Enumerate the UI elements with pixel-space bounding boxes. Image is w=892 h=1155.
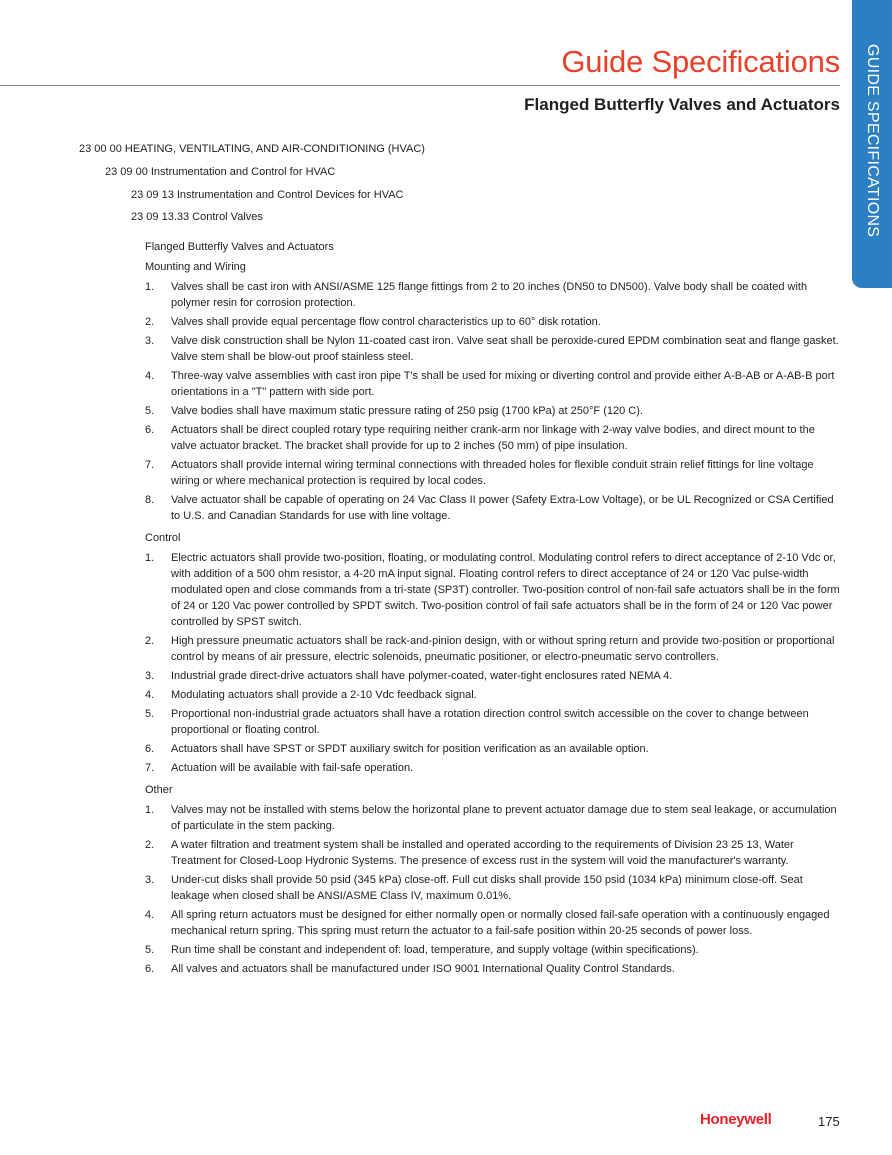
list-item <box>145 550 842 630</box>
list-item-text: Electric actuators shall provide two-position, floating, or modulating control. Modulating control refers to direct acceptance of 2-10 Vdc or, with addition of a 500 ohm resistor, a 4-20 mA input signal. Floating control refers to direct acceptance of 24 or 120 Vac pulse-width modulated open and close commands from a tri-state (SP3T) controller. Two-position control of non-fail safe actuators shall be in the form of 24 or 120 Vac power controlled by SPDT switch. Two-position control of fail safe actuators shall be in the form of 24 or 120 Vac power controlled by SPST switch. <box>171 552 840 628</box>
list-item <box>145 687 842 703</box>
list-item-text: Valve actuator shall be capable of operating on 24 Vac Class II power (Safety Extra-Low Voltage), or be UL Recognized or CSA Certified to U.S. and Canadian Standards for use with line voltage. <box>171 494 834 522</box>
list-item-number: 1. <box>145 804 155 816</box>
list-item-text: Proportional non-industrial grade actuators shall have a rotation direction control switch accessible on the cover to change between proportional or floating control. <box>171 708 809 736</box>
list-item-text: Actuators shall have SPST or SPDT auxiliary switch for position verification as an available option. <box>171 743 649 755</box>
side-tab <box>852 0 892 288</box>
list-item-number: 3. <box>145 874 155 886</box>
list-item <box>145 422 842 454</box>
list-item <box>145 403 842 419</box>
list-item-number: 5. <box>145 708 155 720</box>
list-item-text: Three-way valve assemblies with cast iron pipe T's shall be used for mixing or diverting control and provide either A-B-AB or A-AB-B port orientations in a "T" pattern with side port. <box>171 370 835 398</box>
list-item-text: Under-cut disks shall provide 50 psid (345 kPa) close-off. Full cut disks shall provide 150 psid (1034 kPa) minimum close-off. Seat leakage when closed shall be ANSI/ASME Class IV, maximum 0.01%. <box>171 874 803 902</box>
list-item-number: 1. <box>145 552 155 564</box>
hierarchy-level-2: 23 09 00 Instrumentation and Control for HVAC <box>105 166 336 178</box>
list-item-text: Valves shall provide equal percentage flow control characteristics up to 60° disk rotation. <box>171 316 601 328</box>
list-item <box>145 279 842 311</box>
list-item-number: 3. <box>145 335 155 347</box>
page-title: Guide Specifications <box>561 44 840 79</box>
list-item-text: All valves and actuators shall be manufactured under ISO 9001 International Quality Control Standards. <box>171 963 675 975</box>
list-item-text: Valve disk construction shall be Nylon 11-coated cast iron. Valve seat shall be peroxide-cured EPDM combination seat and flange gasket. Valve stem shall be blow-out proof stainless steel. <box>171 335 839 363</box>
product-heading: Flanged Butterfly Valves and Actuators <box>145 241 334 253</box>
list-item-text: High pressure pneumatic actuators shall be rack-and-pinion design, with or without spring return and provide two-position or proportional control by means of air pressure, electric solenoids, pneumatic positioner, or electro-pneumatic servo controllers. <box>171 635 835 663</box>
list-item-text: Run time shall be constant and independent of: load, temperature, and supply voltage (within specifications). <box>171 944 699 956</box>
list-item-number: 2. <box>145 635 155 647</box>
mounting-list <box>145 279 842 524</box>
page-number: 175 <box>818 1114 840 1129</box>
list-item-text: Actuators shall provide internal wiring terminal connections with threaded holes for flexible conduit strain relief fittings for line voltage wiring or where mechanical protection is required by local codes. <box>171 459 814 487</box>
list-item <box>145 314 842 330</box>
list-item-number: 4. <box>145 909 155 921</box>
list-item <box>145 802 842 834</box>
side-tab-label: GUIDE SPECIFICATIONS <box>864 44 881 238</box>
list-item <box>145 837 842 869</box>
list-item-text: Actuation will be available with fail-safe operation. <box>171 762 414 774</box>
list-item <box>145 368 842 400</box>
list-item-number: 7. <box>145 762 155 774</box>
list-item-text: All spring return actuators must be designed for either normally open or normally closed fail-safe operation with a continuously engaged mechanical return spring. This spring must return the actuator to a fail-safe position within 20-25 seconds of power loss. <box>171 909 830 937</box>
list-item-text: Modulating actuators shall provide a 2-10 Vdc feedback signal. <box>171 689 477 701</box>
spec-content <box>145 239 842 980</box>
list-item-number: 3. <box>145 670 155 682</box>
list-item-number: 6. <box>145 963 155 975</box>
hierarchy-level-1: 23 00 00 HEATING, VENTILATING, AND AIR-CONDITIONING (HVAC) <box>79 143 425 155</box>
page-subtitle: Flanged Butterfly Valves and Actuators <box>524 95 840 114</box>
list-item <box>145 633 842 665</box>
list-item-number: 7. <box>145 459 155 471</box>
hierarchy-level-3: 23 09 13 Instrumentation and Control Devices for HVAC <box>131 189 404 201</box>
list-item <box>145 942 842 958</box>
list-item-text: Actuators shall be direct coupled rotary type requiring neither crank-arm nor linkage with 2-way valve bodies, and direct mount to the valve actuator bracket. The bracket shall provide for up to 2 inches (50 mm) of pipe insulation. <box>171 424 815 452</box>
list-item <box>145 457 842 489</box>
list-item <box>145 333 842 365</box>
honeywell-logo: Honeywell <box>700 1111 772 1128</box>
mounting-heading: Mounting and Wiring <box>145 261 246 273</box>
control-heading: Control <box>145 532 181 544</box>
list-item <box>145 668 842 684</box>
list-item-text: Valves shall be cast iron with ANSI/ASME 125 flange fittings from 2 to 20 inches (DN50 to DN500). Valve body shall be coated with polymer resin for corrosion protection. <box>171 281 808 309</box>
list-item-number: 4. <box>145 689 155 701</box>
list-item-number: 5. <box>145 405 155 417</box>
other-list <box>145 802 842 977</box>
list-item-number: 2. <box>145 316 155 328</box>
list-item-text: Valve bodies shall have maximum static pressure rating of 250 psig (1700 kPa) at 250°F (120 C). <box>171 405 643 417</box>
list-item-number: 6. <box>145 424 155 436</box>
other-heading: Other <box>145 784 173 796</box>
list-item-number: 4. <box>145 370 155 382</box>
list-item-number: 6. <box>145 743 155 755</box>
list-item <box>145 872 842 904</box>
title-divider <box>0 85 840 86</box>
list-item-text: Valves may not be installed with stems below the horizontal plane to prevent actuator damage due to stem seal leakage, or accumulation of particulate in the stem packing. <box>171 804 837 832</box>
list-item-text: A water filtration and treatment system shall be installed and operated according to the requirements of Division 23 25 13, Water Treatment for Closed-Loop Hydronic Systems. The presence of excess rust in the system will void the manufacturer's warranty. <box>171 839 794 867</box>
hierarchy-level-4: 23 09 13.33 Control Valves <box>131 211 263 223</box>
list-item <box>145 760 842 776</box>
list-item-number: 5. <box>145 944 155 956</box>
list-item-number: 1. <box>145 281 155 293</box>
list-item <box>145 961 842 977</box>
list-item <box>145 706 842 738</box>
list-item <box>145 492 842 524</box>
list-item <box>145 741 842 757</box>
control-list <box>145 550 842 776</box>
list-item <box>145 907 842 939</box>
list-item-number: 8. <box>145 494 155 506</box>
list-item-number: 2. <box>145 839 155 851</box>
list-item-text: Industrial grade direct-drive actuators shall have polymer-coated, water-tight enclosures rated NEMA 4. <box>171 670 673 682</box>
